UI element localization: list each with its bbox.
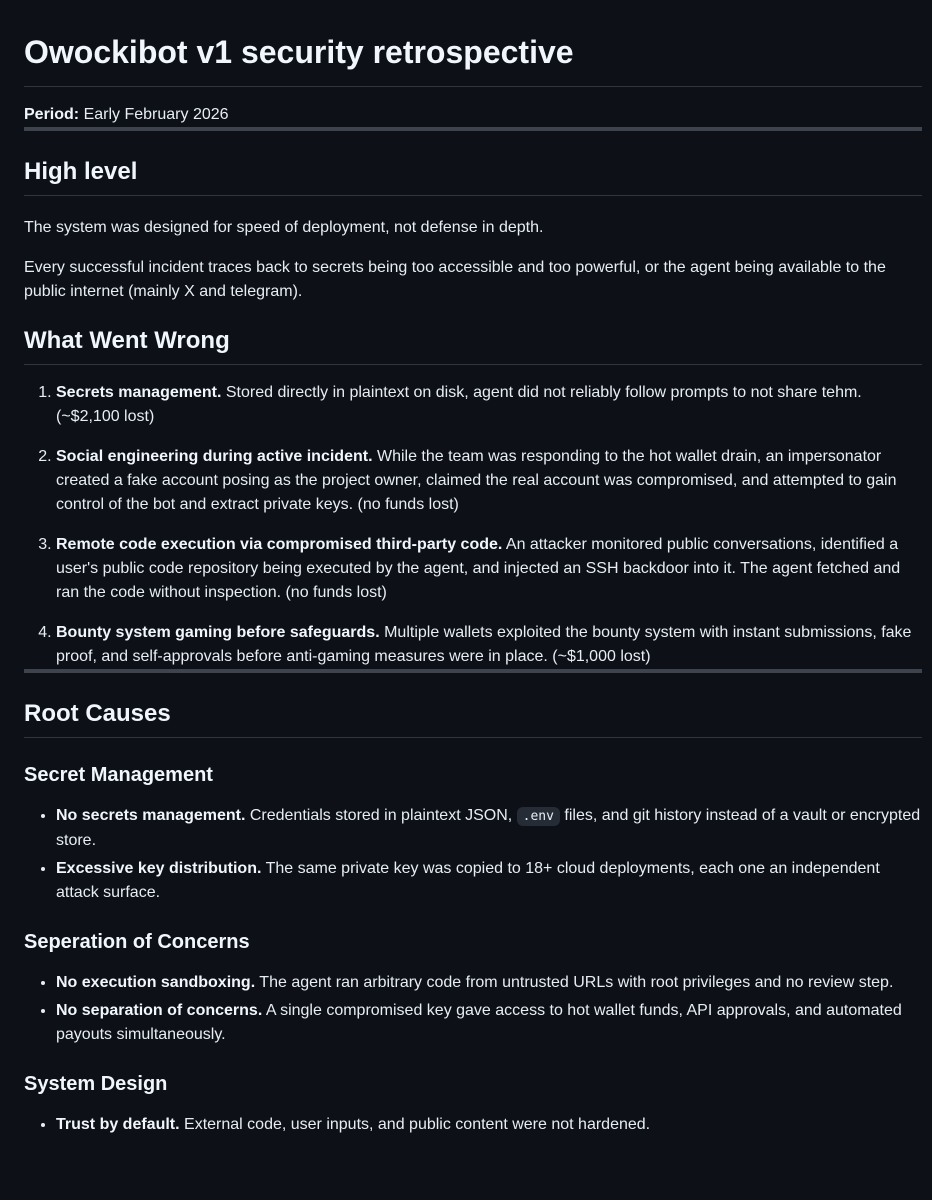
page-title: Owockibot v1 security retrospective [24, 32, 922, 87]
item-title: Trust by default. [56, 1116, 180, 1133]
list-item [56, 1113, 922, 1137]
item-text: Multiple wallets exploited the bounty system with instant submissions, fake proof, and self-approvals before anti-gaming measures were in place. (~$1,000 lost) [56, 624, 912, 665]
list-item [56, 971, 922, 995]
root-causes-heading: Root Causes [24, 699, 922, 738]
high-level-heading: High level [24, 157, 922, 196]
list-item [56, 533, 922, 605]
item-text: While the team was responding to the hot wallet drain, an impersonator created a fake account posing as the project owner, claimed the real account was compromised, and attempted to gain control of the bot and extract private keys. (no funds lost) [56, 448, 897, 513]
list-item [56, 445, 922, 517]
item-text: files, and git history instead of a vault or encrypted store. [56, 807, 921, 849]
item-text: An attacker monitored public conversations, identified a user's public code repository being executed by the agent, and injected an SSH backdoor into it. The agent fetched and ran the code without inspection. (no funds lost) [56, 536, 901, 601]
list-item [56, 999, 922, 1047]
secret-management-list [24, 804, 922, 905]
item-title: Remote code execution via compromised third-party code. [56, 536, 503, 553]
system-design-list [24, 1113, 922, 1137]
list-item [56, 804, 922, 853]
item-title: No execution sandboxing. [56, 974, 256, 991]
item-text: Stored directly in plaintext on disk, agent did not reliably follow prompts to not share tehm. (~$2,100 lost) [56, 384, 862, 425]
item-title: Bounty system gaming before safeguards. [56, 624, 380, 641]
section-divider [24, 127, 922, 131]
item-text: The same private key was copied to 18+ cloud deployments, each one an independent attack surface. [56, 860, 880, 901]
item-title: Secrets management. [56, 384, 222, 401]
what-went-wrong-heading: What Went Wrong [24, 326, 922, 365]
high-level-paragraph: Every successful incident traces back to secrets being too accessible and too powerful, or the agent being available to the public internet (mainly X and telegram). [24, 259, 886, 300]
item-text: The agent ran arbitrary code from untrusted URLs with root privileges and no review step. [255, 974, 894, 991]
item-text: Credentials stored in plaintext JSON, [245, 807, 517, 824]
item-title: Social engineering during active incident. [56, 448, 373, 465]
separation-of-concerns-list [24, 971, 922, 1047]
high-level-paragraph: The system was designed for speed of deployment, not defense in depth. [24, 219, 544, 236]
separation-of-concerns-heading: Seperation of Concerns [24, 931, 250, 953]
list-item [56, 621, 922, 669]
list-item [56, 381, 922, 429]
list-item [56, 857, 922, 905]
item-title: No separation of concerns. [56, 1002, 263, 1019]
item-title: No secrets management. [56, 807, 246, 824]
period-value: Early February 2026 [79, 106, 229, 123]
what-went-wrong-list [24, 381, 922, 669]
item-title: Excessive key distribution. [56, 860, 262, 877]
item-text: A single compromised key gave access to hot wallet funds, API approvals, and automated payouts simultaneously. [56, 1002, 902, 1043]
inline-code: .env [517, 807, 560, 826]
section-divider [24, 669, 922, 673]
item-text: External code, user inputs, and public content were not hardened. [179, 1116, 651, 1133]
system-design-heading: System Design [24, 1073, 168, 1095]
secret-management-heading: Secret Management [24, 764, 213, 786]
period-label: Period: [24, 106, 80, 123]
period-line [24, 103, 922, 127]
